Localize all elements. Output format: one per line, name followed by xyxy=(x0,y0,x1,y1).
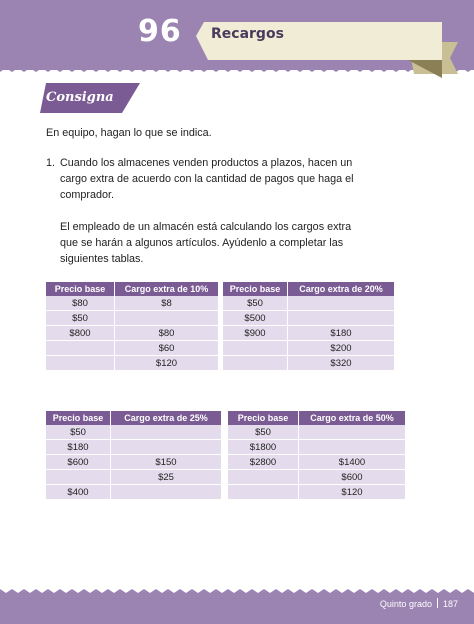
table-row xyxy=(46,425,221,440)
item-text: Cuando los almacenes venden productos a plazos, hacen un cargo extra de acuerdo con la cantidad de pagos que haga el comprador. xyxy=(60,157,354,201)
table-20-percent xyxy=(223,282,394,371)
intro-text: En equipo, hagan lo que se indica. xyxy=(46,127,212,139)
table-row xyxy=(223,326,394,341)
table-50-percent xyxy=(228,411,405,500)
extra-charge-cell[interactable] xyxy=(111,425,221,440)
column-header: Cargo extra de 25% xyxy=(111,411,221,425)
column-header: Precio base xyxy=(228,411,299,425)
table-row xyxy=(46,326,218,341)
footer-divider xyxy=(437,598,438,608)
base-price-cell[interactable]: $500 xyxy=(223,311,288,326)
extra-charge-cell[interactable]: $1400 xyxy=(299,455,405,470)
base-price-cell[interactable]: $180 xyxy=(46,440,111,455)
base-price-cell[interactable] xyxy=(46,341,115,356)
grade-label: Quinto grado xyxy=(379,599,432,609)
base-price-cell[interactable] xyxy=(46,356,115,371)
table-row xyxy=(46,455,221,470)
extra-charge-cell[interactable] xyxy=(111,485,221,500)
table-row xyxy=(46,311,218,326)
table-10-percent xyxy=(46,282,218,371)
extra-charge-cell[interactable] xyxy=(111,440,221,455)
column-header: Precio base xyxy=(46,411,111,425)
extra-charge-cell[interactable]: $180 xyxy=(288,326,394,341)
extra-charge-cell[interactable]: $150 xyxy=(111,455,221,470)
extra-charge-cell[interactable]: $200 xyxy=(288,341,394,356)
extra-charge-cell[interactable] xyxy=(299,440,405,455)
base-price-cell[interactable] xyxy=(223,356,288,371)
item-number: 1. xyxy=(46,157,56,169)
column-header: Cargo extra de 20% xyxy=(288,282,394,296)
extra-charge-cell[interactable]: $60 xyxy=(115,341,218,356)
page-number: 187 xyxy=(442,599,458,609)
table-row xyxy=(46,356,218,371)
column-header: Precio base xyxy=(223,282,288,296)
base-price-cell[interactable] xyxy=(228,485,299,500)
base-price-cell[interactable] xyxy=(223,341,288,356)
table-row xyxy=(46,341,218,356)
table-row xyxy=(228,455,405,470)
base-price-cell[interactable] xyxy=(46,470,111,485)
table-row xyxy=(223,341,394,356)
extra-charge-cell[interactable]: $120 xyxy=(115,356,218,371)
base-price-cell[interactable]: $1800 xyxy=(228,440,299,455)
base-price-cell[interactable]: $50 xyxy=(46,425,111,440)
table-row xyxy=(228,425,405,440)
base-price-cell[interactable]: $2800 xyxy=(228,455,299,470)
extra-charge-cell[interactable]: $8 xyxy=(115,296,218,311)
lesson-number: 96 xyxy=(138,14,182,49)
base-price-cell[interactable]: $50 xyxy=(223,296,288,311)
base-price-cell[interactable]: $900 xyxy=(223,326,288,341)
table-row xyxy=(223,356,394,371)
footer-info xyxy=(380,598,458,609)
table-row xyxy=(228,440,405,455)
base-price-cell[interactable]: $600 xyxy=(46,455,111,470)
table-row xyxy=(228,485,405,500)
table-row xyxy=(46,485,221,500)
extra-charge-cell[interactable]: $600 xyxy=(299,470,405,485)
table-25-percent xyxy=(46,411,221,500)
column-header: Precio base xyxy=(46,282,115,296)
column-header: Cargo extra de 10% xyxy=(115,282,218,296)
base-price-cell[interactable]: $800 xyxy=(46,326,115,341)
table-row xyxy=(223,311,394,326)
extra-charge-cell[interactable] xyxy=(288,296,394,311)
instruction-paragraph: El empleado de un almacén está calculando los cargos extra que se harán a algunos artículos. Ayúdenlo a completar las siguientes tablas. xyxy=(60,221,352,265)
table-row xyxy=(46,440,221,455)
table-row xyxy=(46,296,218,311)
extra-charge-cell[interactable] xyxy=(299,425,405,440)
extra-charge-cell[interactable]: $80 xyxy=(115,326,218,341)
extra-charge-cell[interactable]: $320 xyxy=(288,356,394,371)
base-price-cell[interactable]: $50 xyxy=(228,425,299,440)
column-header: Cargo extra de 50% xyxy=(299,411,405,425)
base-price-cell[interactable]: $80 xyxy=(46,296,115,311)
extra-charge-cell[interactable]: $120 xyxy=(299,485,405,500)
extra-charge-cell[interactable] xyxy=(115,311,218,326)
lesson-title: Recargos xyxy=(211,26,284,42)
base-price-cell[interactable]: $50 xyxy=(46,311,115,326)
extra-charge-cell[interactable]: $25 xyxy=(111,470,221,485)
table-row xyxy=(46,470,221,485)
table-row xyxy=(223,296,394,311)
extra-charge-cell[interactable] xyxy=(288,311,394,326)
base-price-cell[interactable] xyxy=(228,470,299,485)
table-row xyxy=(228,470,405,485)
base-price-cell[interactable]: $400 xyxy=(46,485,111,500)
consigna-label: Consigna xyxy=(46,90,114,105)
